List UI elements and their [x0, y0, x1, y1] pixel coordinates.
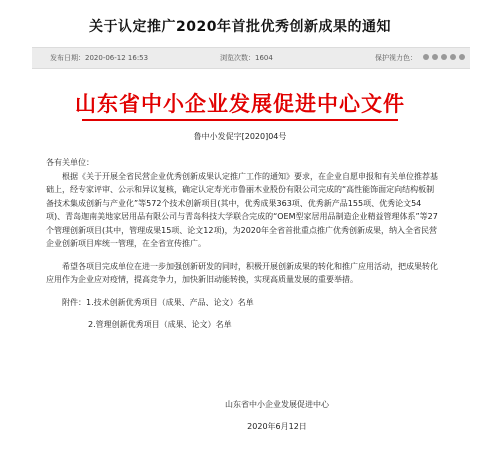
red-divider — [82, 119, 398, 121]
eye-protect-colors — [375, 48, 468, 68]
eye-protect-label: 保护视力色： — [375, 54, 417, 62]
view-count-value: 1604 — [255, 54, 273, 62]
attachment-2: 2.管理创新优秀项目（成果、论文）名单 — [88, 320, 232, 329]
publish-date — [50, 48, 148, 68]
issuer-header: 山东省中小企业发展促进中心文件 — [75, 91, 405, 116]
document-number: 鲁中小发促字[2020]04号 — [193, 132, 287, 141]
page-title: 关于认定推广2020年首批优秀创新成果的通知 — [89, 19, 391, 35]
signature-date: 2020年6月12日 — [247, 422, 307, 431]
paragraph-2: 希望各项目完成单位在进一步加强创新研发的同时，积极开展创新成果的转化和推广应用活动，把成果转化应用作为企业应对疫情，提高竞争力，加快新旧动能转换，实现高质量发展的重要举措。 — [46, 261, 438, 284]
meta-bar — [32, 47, 470, 69]
color-swatch-2[interactable] — [432, 54, 438, 60]
document-body — [46, 156, 438, 332]
publish-date-value: 2020-06-12 16:53 — [85, 54, 149, 62]
attachment-1: 附件：1.技术创新优秀项目（成果、产品、论文）名单 — [62, 297, 254, 307]
publish-date-label: 发布日期： — [50, 54, 85, 62]
color-swatch-4[interactable] — [450, 54, 456, 60]
paragraph-1: 根据《关于开展全省民营企业优秀创新成果认定推广工作的通知》要求，在企业自愿申报和有关单位推荐基础上，经专家评审、公示和异议复核，确定认定寿光市鲁丽木业股份有限公司完成的“高性能饰面定向结构板制备技术集成创新与产业化”等572个技术创新项目(其中，优秀成果363项、优秀新产品155项、优秀论文54项)、青岛迦南美地家居用品有限公司与青岛科技大学联合完成的“OEM型家居用品制造企业精益管理体系”等27个管理创新项目(其中，管理成果15项、论文12项)，为2020年全省首批重点推广优秀创新成果，纳入全省民营企业创新项目库统一管理，在全省宣传推广。 — [46, 171, 438, 248]
signature-org: 山东省中小企业发展促进中心 — [225, 400, 329, 409]
color-swatch-5[interactable] — [459, 54, 465, 60]
color-swatch-1[interactable] — [423, 54, 429, 60]
signature-block — [46, 394, 438, 438]
color-swatches — [423, 48, 468, 68]
view-count — [220, 48, 273, 68]
color-swatch-3[interactable] — [441, 54, 447, 60]
view-count-label: 浏览次数： — [220, 54, 255, 62]
salutation: 各有关单位： — [46, 158, 94, 167]
